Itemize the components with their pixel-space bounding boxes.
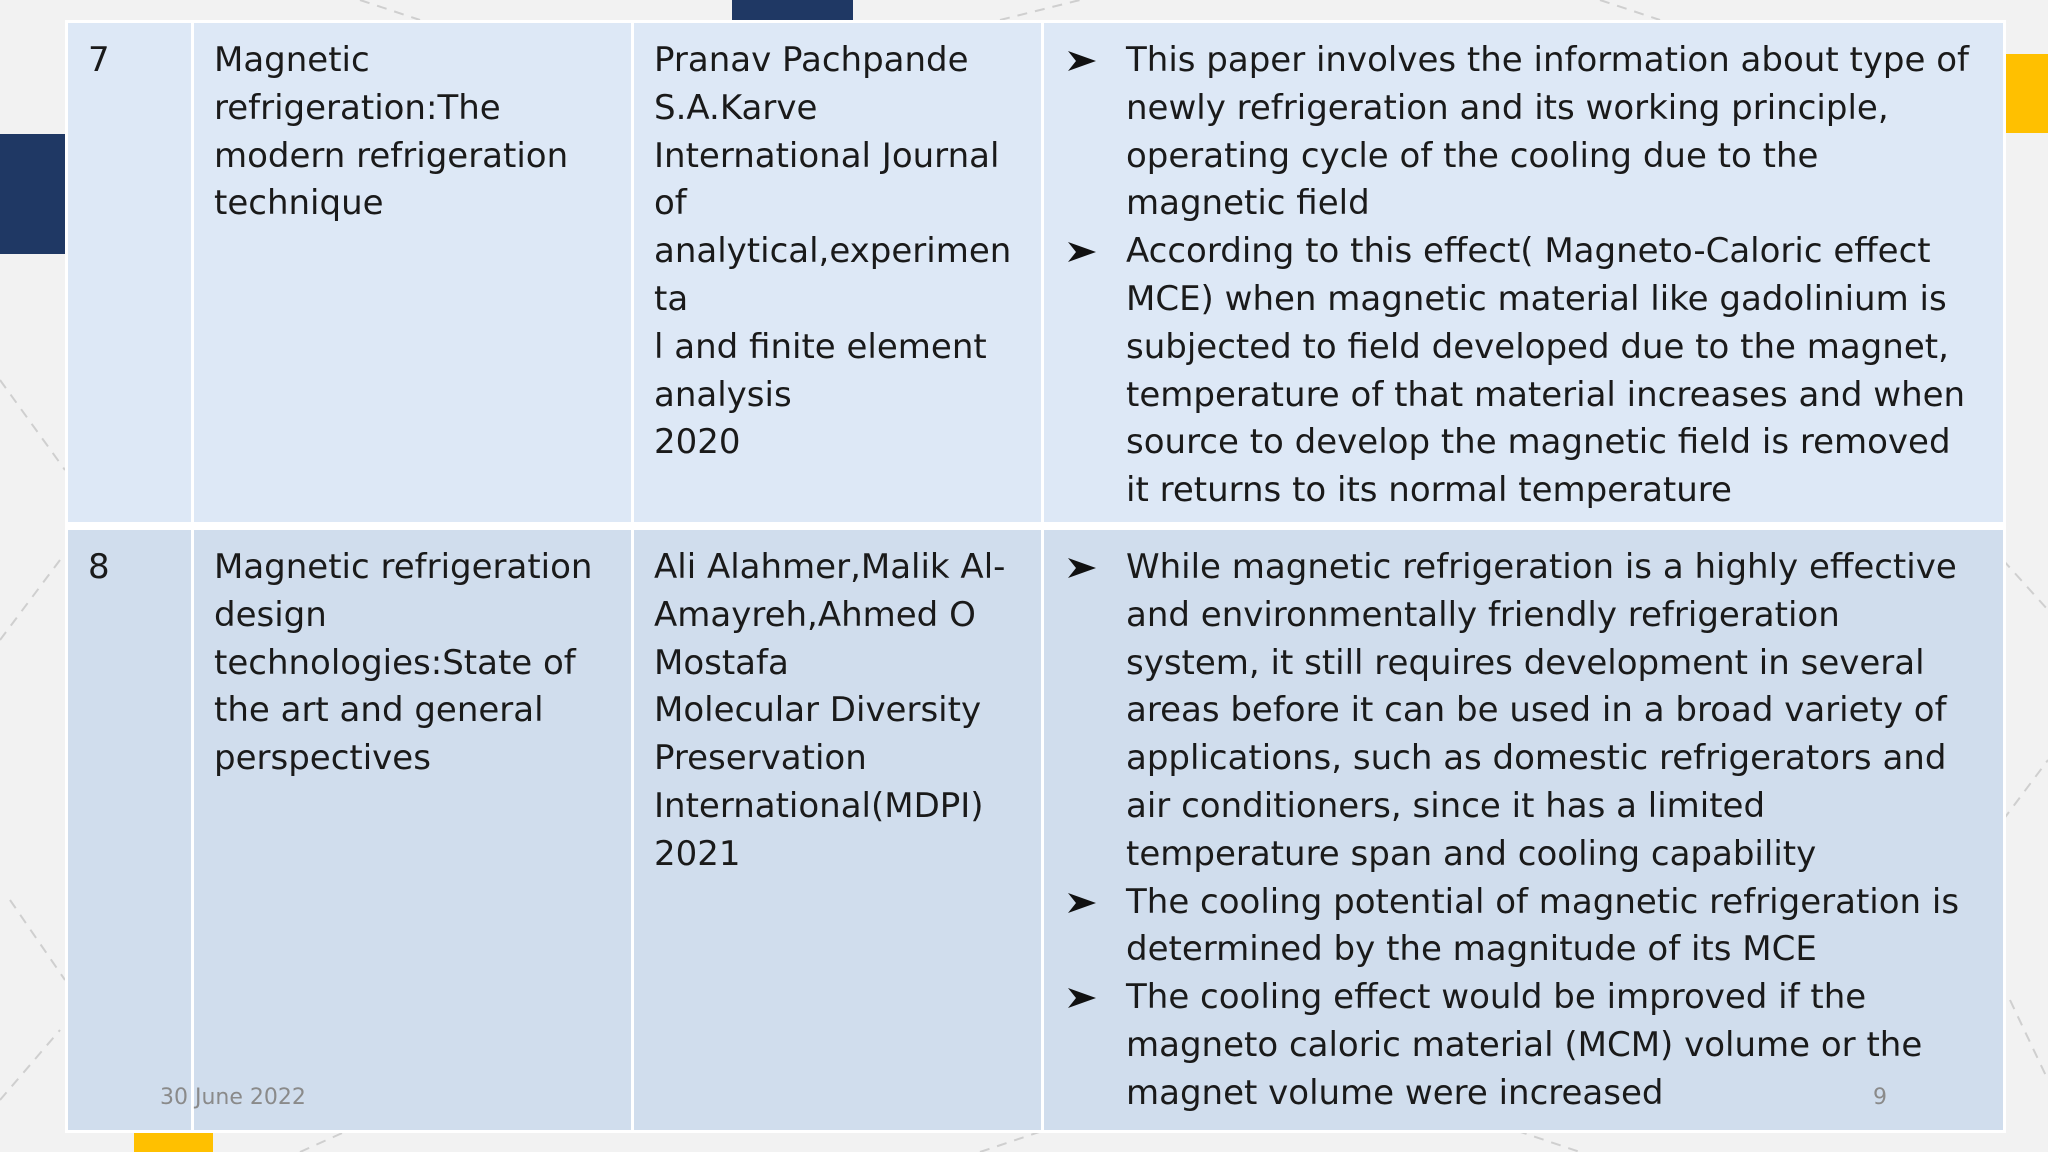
table-row — [67, 22, 2005, 527]
summary-point-text: The cooling potential of magnetic refrigeration is determined by the magnitude of its MCE — [1126, 881, 1960, 970]
navy-accent-bar-left — [0, 134, 65, 254]
summary-point-text: This paper involves the information about type of newly refrigeration and its working principle, operating cycle of the cooling due to the magnetic field — [1126, 40, 1969, 224]
summary-point-text: The cooling effect would be improved if the magneto caloric material (MCM) volume or the magnet volume were increased — [1126, 977, 1923, 1113]
gold-accent-bar-bottom — [134, 1133, 213, 1152]
row-number: 7 — [67, 22, 193, 527]
paper-authors-journal: Pranav Pachpande S.A.Karve International Journal of analytical,experimenta l and finite element analysis 2020 — [633, 22, 1043, 527]
paper-summary — [1043, 526, 2005, 1132]
paper-authors-journal: Ali Alahmer,Malik Al- Amayreh,Ahmed O Mostafa Molecular Diversity Preservation International(MDPI) 2021 — [633, 526, 1043, 1132]
paper-title: Magnetic refrigeration design technologies:State of the art and general perspectives — [193, 526, 633, 1132]
footer-date: 30 June 2022 — [160, 1085, 306, 1110]
arrow-bullet-icon — [1066, 37, 1100, 85]
summary-point — [1064, 879, 1983, 975]
table-row — [67, 526, 2005, 1132]
summary-point-text: While magnetic refrigeration is a highly effective and environmentally friendly refrigeration system, it still requires development in several areas before it can be used in a broad variety of applications, such as domestic refrigerators and air conditioners, since it has a limited temperature span and cooling capability — [1126, 547, 1957, 874]
row-number: 8 — [67, 526, 193, 1132]
gold-accent-bar-right — [2004, 54, 2048, 133]
arrow-bullet-icon — [1066, 974, 1100, 1022]
summary-point — [1064, 974, 1983, 1117]
arrow-bullet-icon — [1066, 228, 1100, 276]
summary-point — [1064, 228, 1983, 515]
summary-point — [1064, 544, 1983, 879]
slide-number: 9 — [1873, 1085, 1887, 1110]
paper-summary — [1043, 22, 2005, 527]
literature-review-table — [65, 20, 2006, 1133]
paper-title: Magnetic refrigeration:The modern refrigeration technique — [193, 22, 633, 527]
summary-point — [1064, 37, 1983, 228]
arrow-bullet-icon — [1066, 879, 1100, 927]
navy-accent-bar-top — [732, 0, 853, 21]
arrow-bullet-icon — [1066, 544, 1100, 592]
summary-point-text: According to this effect( Magneto-Caloric effect MCE) when magnetic material like gadolinium is subjected to field developed due to the magnet, temperature of that material increases and when source to develop the magnetic field is removed it returns to its normal temperature — [1126, 231, 1966, 511]
